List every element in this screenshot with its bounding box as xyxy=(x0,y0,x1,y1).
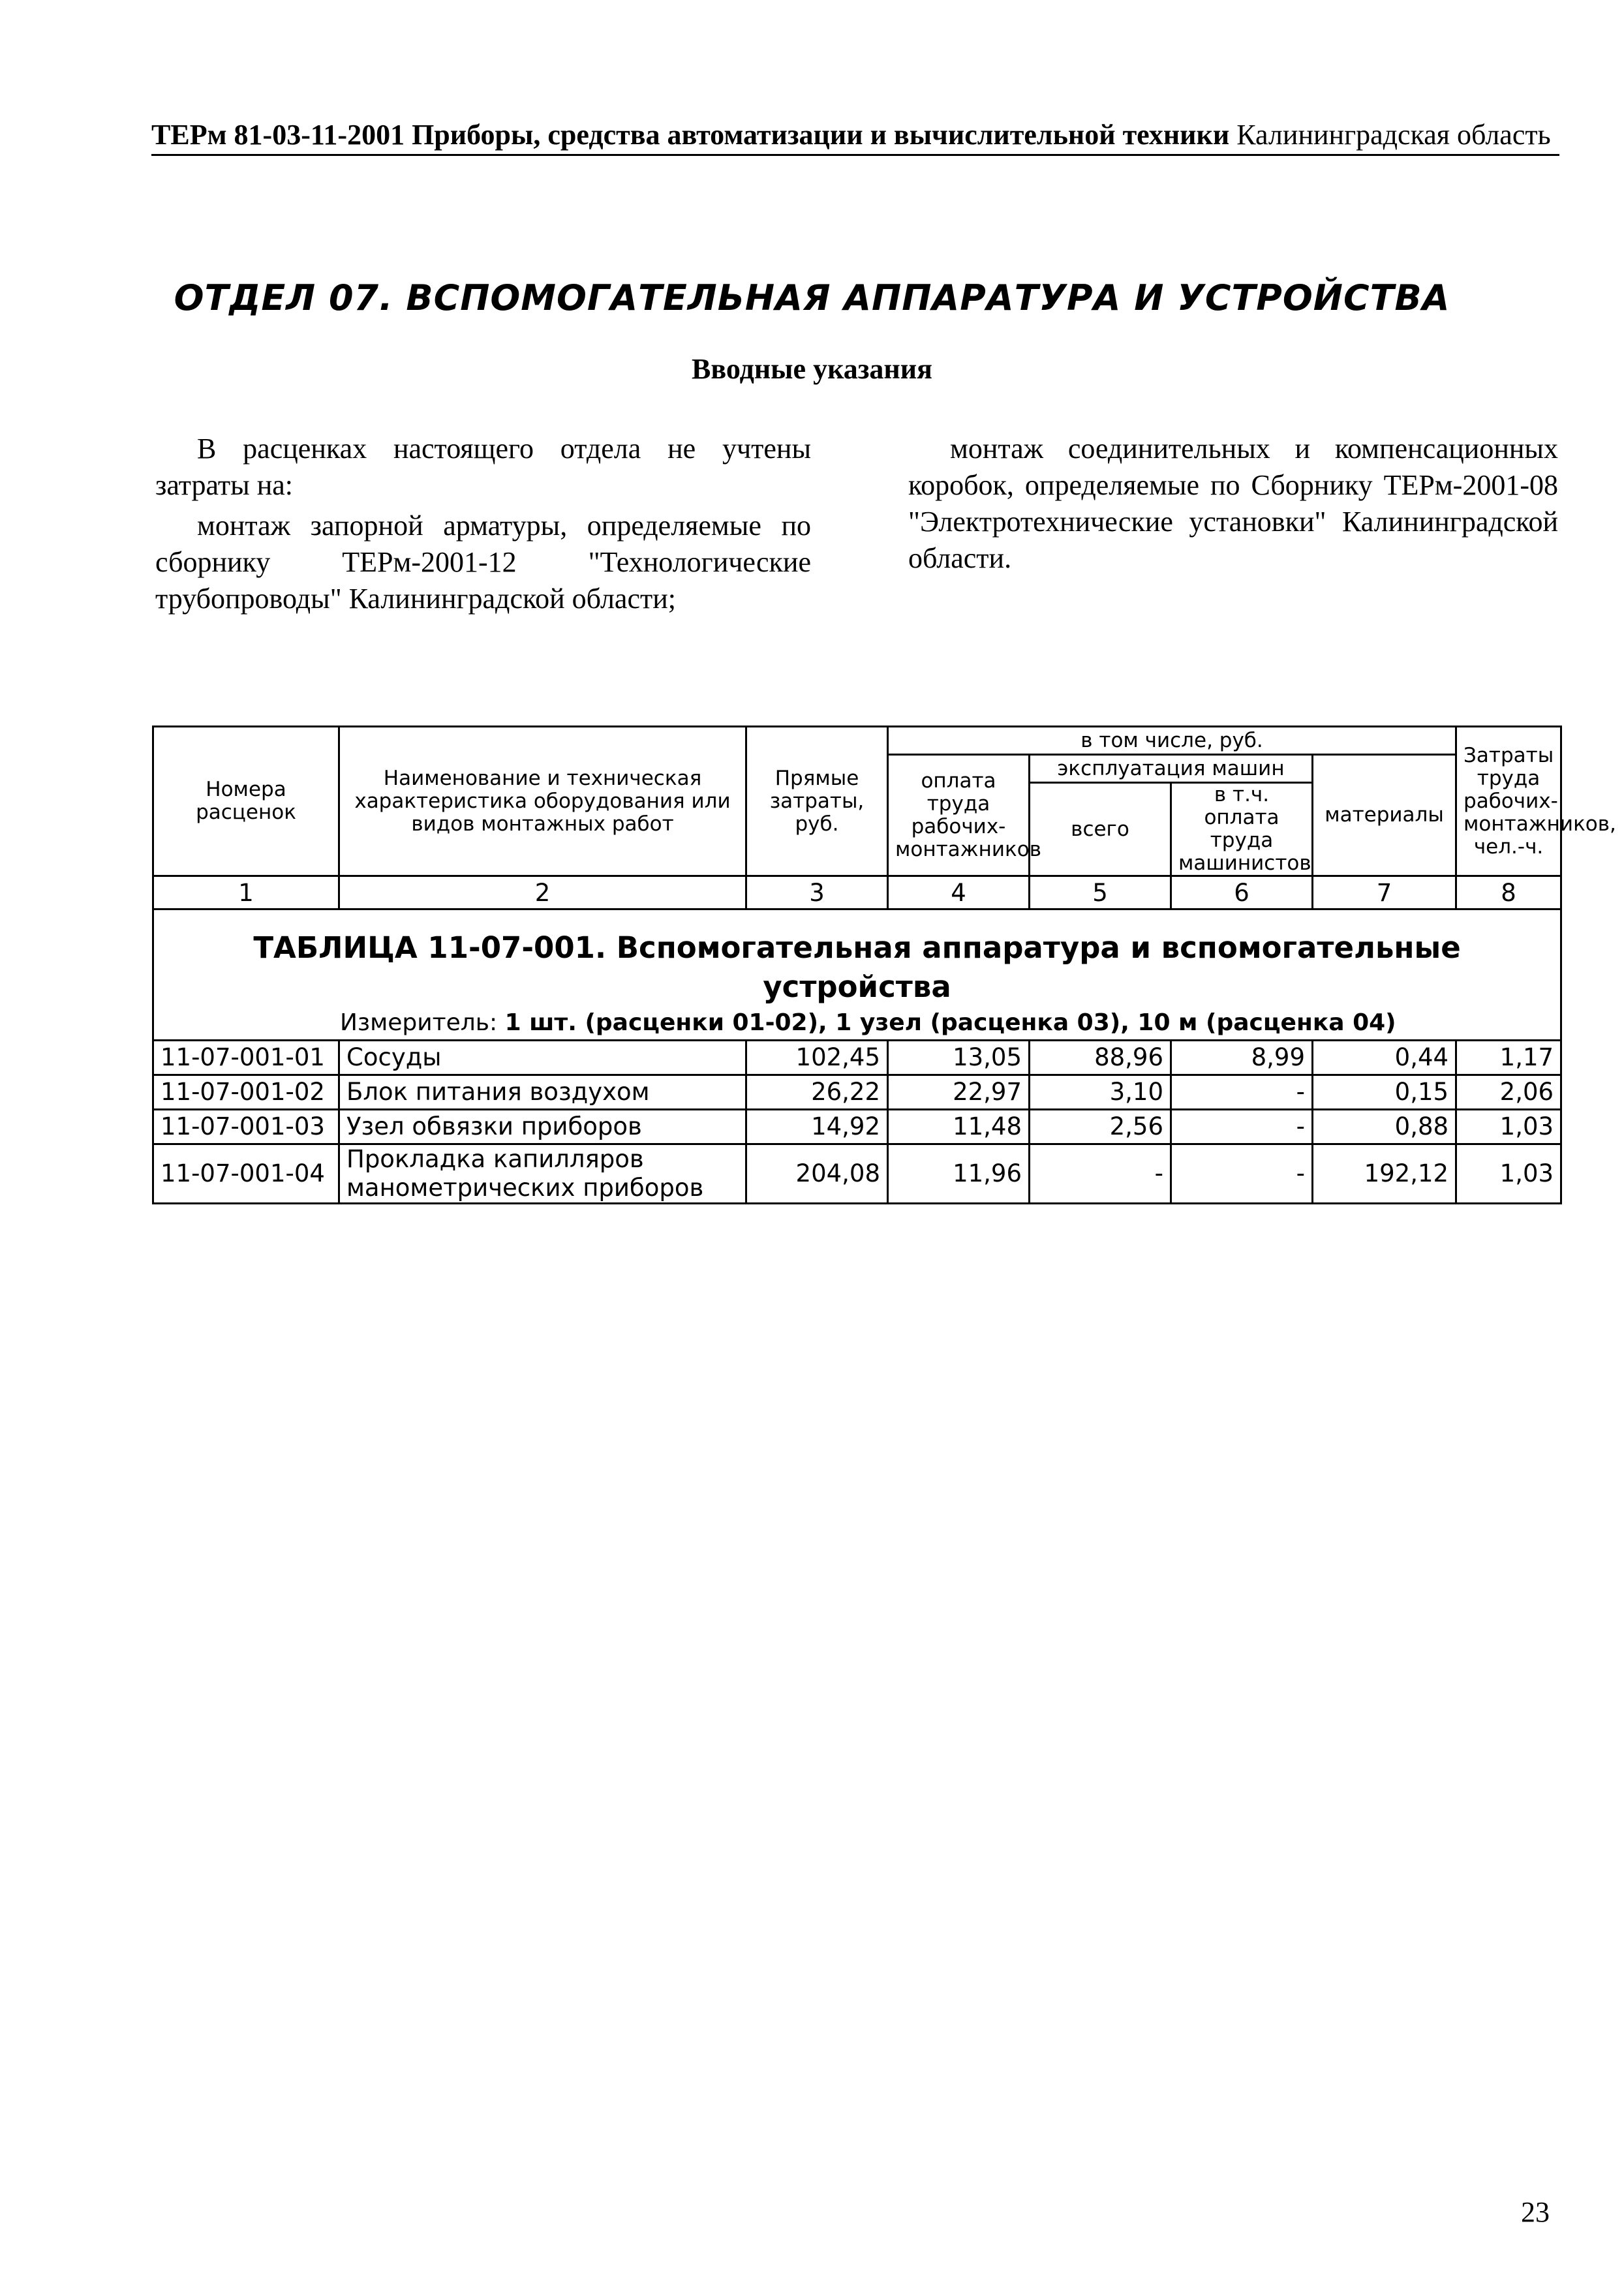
meter-label: Измеритель: xyxy=(340,1009,498,1036)
intro-paragraph: монтаж запорной арматуры, определяемые по сборнику ТЕРм-2001-12 "Технологические трубопроводы" Калининградской области; xyxy=(155,510,811,615)
col-number: 4 xyxy=(888,876,1030,909)
rate-labor: 1,17 xyxy=(1456,1041,1561,1075)
col-number: 2 xyxy=(339,876,746,909)
col-number: 1 xyxy=(153,876,339,909)
header-wages: оплата труда рабочих-монтажников xyxy=(888,755,1030,876)
header-labor: Затраты труда рабочих-монтажников, чел.-ч. xyxy=(1456,727,1561,876)
page-number: 23 xyxy=(1521,2196,1550,2228)
intro-paragraph: В расценках настоящего отдела не учтены затраты на: xyxy=(155,433,811,501)
col-number: 5 xyxy=(1030,876,1171,909)
header-materials: материалы xyxy=(1313,755,1456,876)
rate-code: 11-07-001-01 xyxy=(153,1041,339,1075)
rate-direct: 204,08 xyxy=(746,1144,888,1204)
rate-machines-total: 2,56 xyxy=(1030,1110,1171,1144)
intro-left-column xyxy=(155,431,811,621)
rate-code: 11-07-001-03 xyxy=(153,1110,339,1144)
rate-machines-total: 88,96 xyxy=(1030,1041,1171,1075)
header-total: всего xyxy=(1030,783,1171,876)
table-row xyxy=(153,1144,1561,1204)
table-row xyxy=(153,1110,1561,1144)
col-number: 3 xyxy=(746,876,888,909)
header-incl-wages: в т.ч. оплата труда машинистов xyxy=(1171,783,1313,876)
meter-line xyxy=(153,1007,1561,1041)
rate-materials: 0,88 xyxy=(1313,1110,1456,1144)
intro-title: Вводные указания xyxy=(692,353,932,385)
meter-value: 1 шт. (расценки 01-02), 1 узел (расценка 03), 10 м (расценка 04) xyxy=(504,1009,1396,1036)
rate-machinists-wages: - xyxy=(1171,1075,1313,1110)
rate-machines-total: 3,10 xyxy=(1030,1075,1171,1110)
rate-machinists-wages: - xyxy=(1171,1144,1313,1204)
intro-right-column xyxy=(908,431,1558,581)
rate-name: Узел обвязки приборов xyxy=(339,1110,746,1144)
rate-name: Сосуды xyxy=(339,1041,746,1075)
col-number: 6 xyxy=(1171,876,1313,909)
rate-name: Прокладка капилляров манометрических приборов xyxy=(339,1144,746,1204)
rate-materials: 192,12 xyxy=(1313,1144,1456,1204)
table-row xyxy=(153,1041,1561,1075)
rate-wages: 11,96 xyxy=(888,1144,1030,1204)
intro-paragraph: монтаж соединительных и компенсационных коробок, определяемые по Сборнику ТЕРм-2001-08 "Электротехнические установки" Калининградской области. xyxy=(908,433,1558,574)
header-direct: Прямые затраты, руб. xyxy=(746,727,888,876)
rate-wages: 11,48 xyxy=(888,1110,1030,1144)
header-codes: Номера расценок xyxy=(153,727,339,876)
rate-materials: 0,44 xyxy=(1313,1041,1456,1075)
table-row xyxy=(153,1075,1561,1110)
rate-code: 11-07-001-02 xyxy=(153,1075,339,1110)
rate-code: 11-07-001-04 xyxy=(153,1144,339,1204)
rate-materials: 0,15 xyxy=(1313,1075,1456,1110)
rate-direct: 26,22 xyxy=(746,1075,888,1110)
header-code: ТЕРм 81-03-11-2001 xyxy=(151,119,405,151)
header-title: Приборы, средства автоматизации и вычислительной техники xyxy=(412,119,1230,151)
rate-labor: 2,06 xyxy=(1456,1075,1561,1110)
rate-direct: 102,45 xyxy=(746,1041,888,1075)
rate-wages: 13,05 xyxy=(888,1041,1030,1075)
rate-wages: 22,97 xyxy=(888,1075,1030,1110)
rate-machinists-wages: - xyxy=(1171,1110,1313,1144)
col-number: 8 xyxy=(1456,876,1561,909)
header-machines: эксплуатация машин xyxy=(1030,755,1313,783)
rate-labor: 1,03 xyxy=(1456,1144,1561,1204)
header-region: Калининградская область xyxy=(1236,119,1551,151)
rate-direct: 14,92 xyxy=(746,1110,888,1144)
section-title: ОТДЕЛ 07. ВСПОМОГАТЕЛЬНАЯ АППАРАТУРА И УСТРОЙСТВА xyxy=(174,277,1450,318)
rate-machines-total: - xyxy=(1030,1144,1171,1204)
rate-labor: 1,03 xyxy=(1456,1110,1561,1144)
col-number: 7 xyxy=(1313,876,1456,909)
running-header xyxy=(151,116,1559,156)
header-name: Наименование и техническая характеристика оборудования или видов монтажных работ xyxy=(339,727,746,876)
rate-name: Блок питания воздухом xyxy=(339,1075,746,1110)
rates-table xyxy=(152,726,1616,1204)
table-title: ТАБЛИЦА 11-07-001. Вспомогательная аппаратура и вспомогательные устройства xyxy=(153,909,1561,1007)
rate-machinists-wages: 8,99 xyxy=(1171,1041,1313,1075)
header-incl: в том числе, руб. xyxy=(888,727,1456,755)
